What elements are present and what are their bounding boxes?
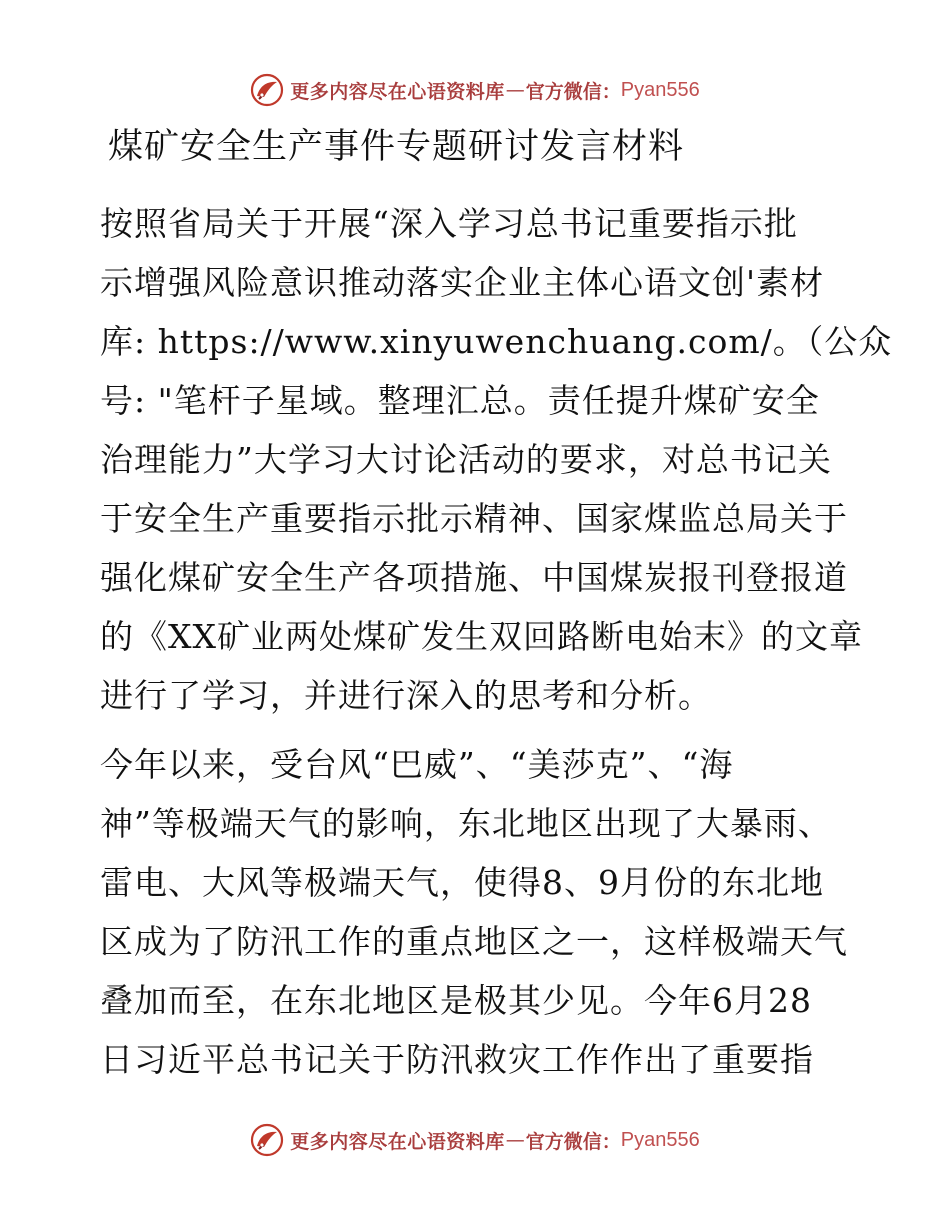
- banner-wechat-label: 官方微信：: [525, 80, 621, 103]
- text-line: 神”等极端天气的影响，东北地区出现了大暴雨、: [100, 804, 832, 843]
- banner-wechat-id: Pyan556: [620, 1128, 700, 1151]
- text-line: 号: "笔杆子星域。整理汇总。责任提升煤矿安全: [100, 381, 820, 420]
- banner-wechat-label: 官方微信：: [525, 1130, 621, 1153]
- banner-site-text: 更多内容尽在心语资料库: [290, 1130, 505, 1153]
- footer-banner: [0, 1120, 950, 1160]
- banner-separator: —: [505, 1129, 525, 1151]
- text-line: 示增强风险意识推动落实企业主体心语文创'素材: [100, 263, 825, 302]
- text-line: 进行了学习，并进行深入的思考和分析。: [100, 676, 712, 715]
- text-line: 于安全生产重要指示批示精神、国家煤监总局关于: [100, 499, 848, 538]
- text-line: 按照省局关于开展“深入学习总书记重要指示批: [100, 204, 798, 243]
- banner-site-text: 更多内容尽在心语资料库: [290, 80, 505, 103]
- text-line: 叠加而至，在东北地区是极其少见。今年6月28: [100, 981, 812, 1020]
- banner-separator: —: [505, 79, 525, 101]
- header-banner: [0, 70, 950, 110]
- paragraph: [100, 735, 860, 1089]
- text-line: 区成为了防汛工作的重点地区之一，这样极端天气: [100, 922, 848, 961]
- pen-nib-logo-icon: [250, 1123, 284, 1157]
- document-title: 煤矿安全生产事件专题研讨发言材料: [108, 127, 685, 167]
- paragraph: [100, 194, 893, 725]
- text-line: 雷电、大风等极端天气，使得8、9月份的东北地: [100, 863, 824, 902]
- pen-nib-logo-icon: [250, 73, 284, 107]
- text-line: 库: https://www.xinyuwenchuang.com/。（公众: [100, 322, 893, 361]
- text-line: 的《XX矿业两处煤矿发生双回路断电始末》的文章: [100, 617, 863, 656]
- text-line: 强化煤矿安全生产各项措施、中国煤炭报刊登报道: [100, 558, 848, 597]
- banner-wechat-id: Pyan556: [620, 78, 700, 101]
- text-line: 今年以来，受台风“巴威”、“美莎克”、“海: [100, 745, 734, 784]
- text-line: 治理能力”大学习大讨论活动的要求，对总书记关: [100, 440, 832, 479]
- text-line: 日习近平总书记关于防汛救灾工作作出了重要指: [100, 1040, 814, 1079]
